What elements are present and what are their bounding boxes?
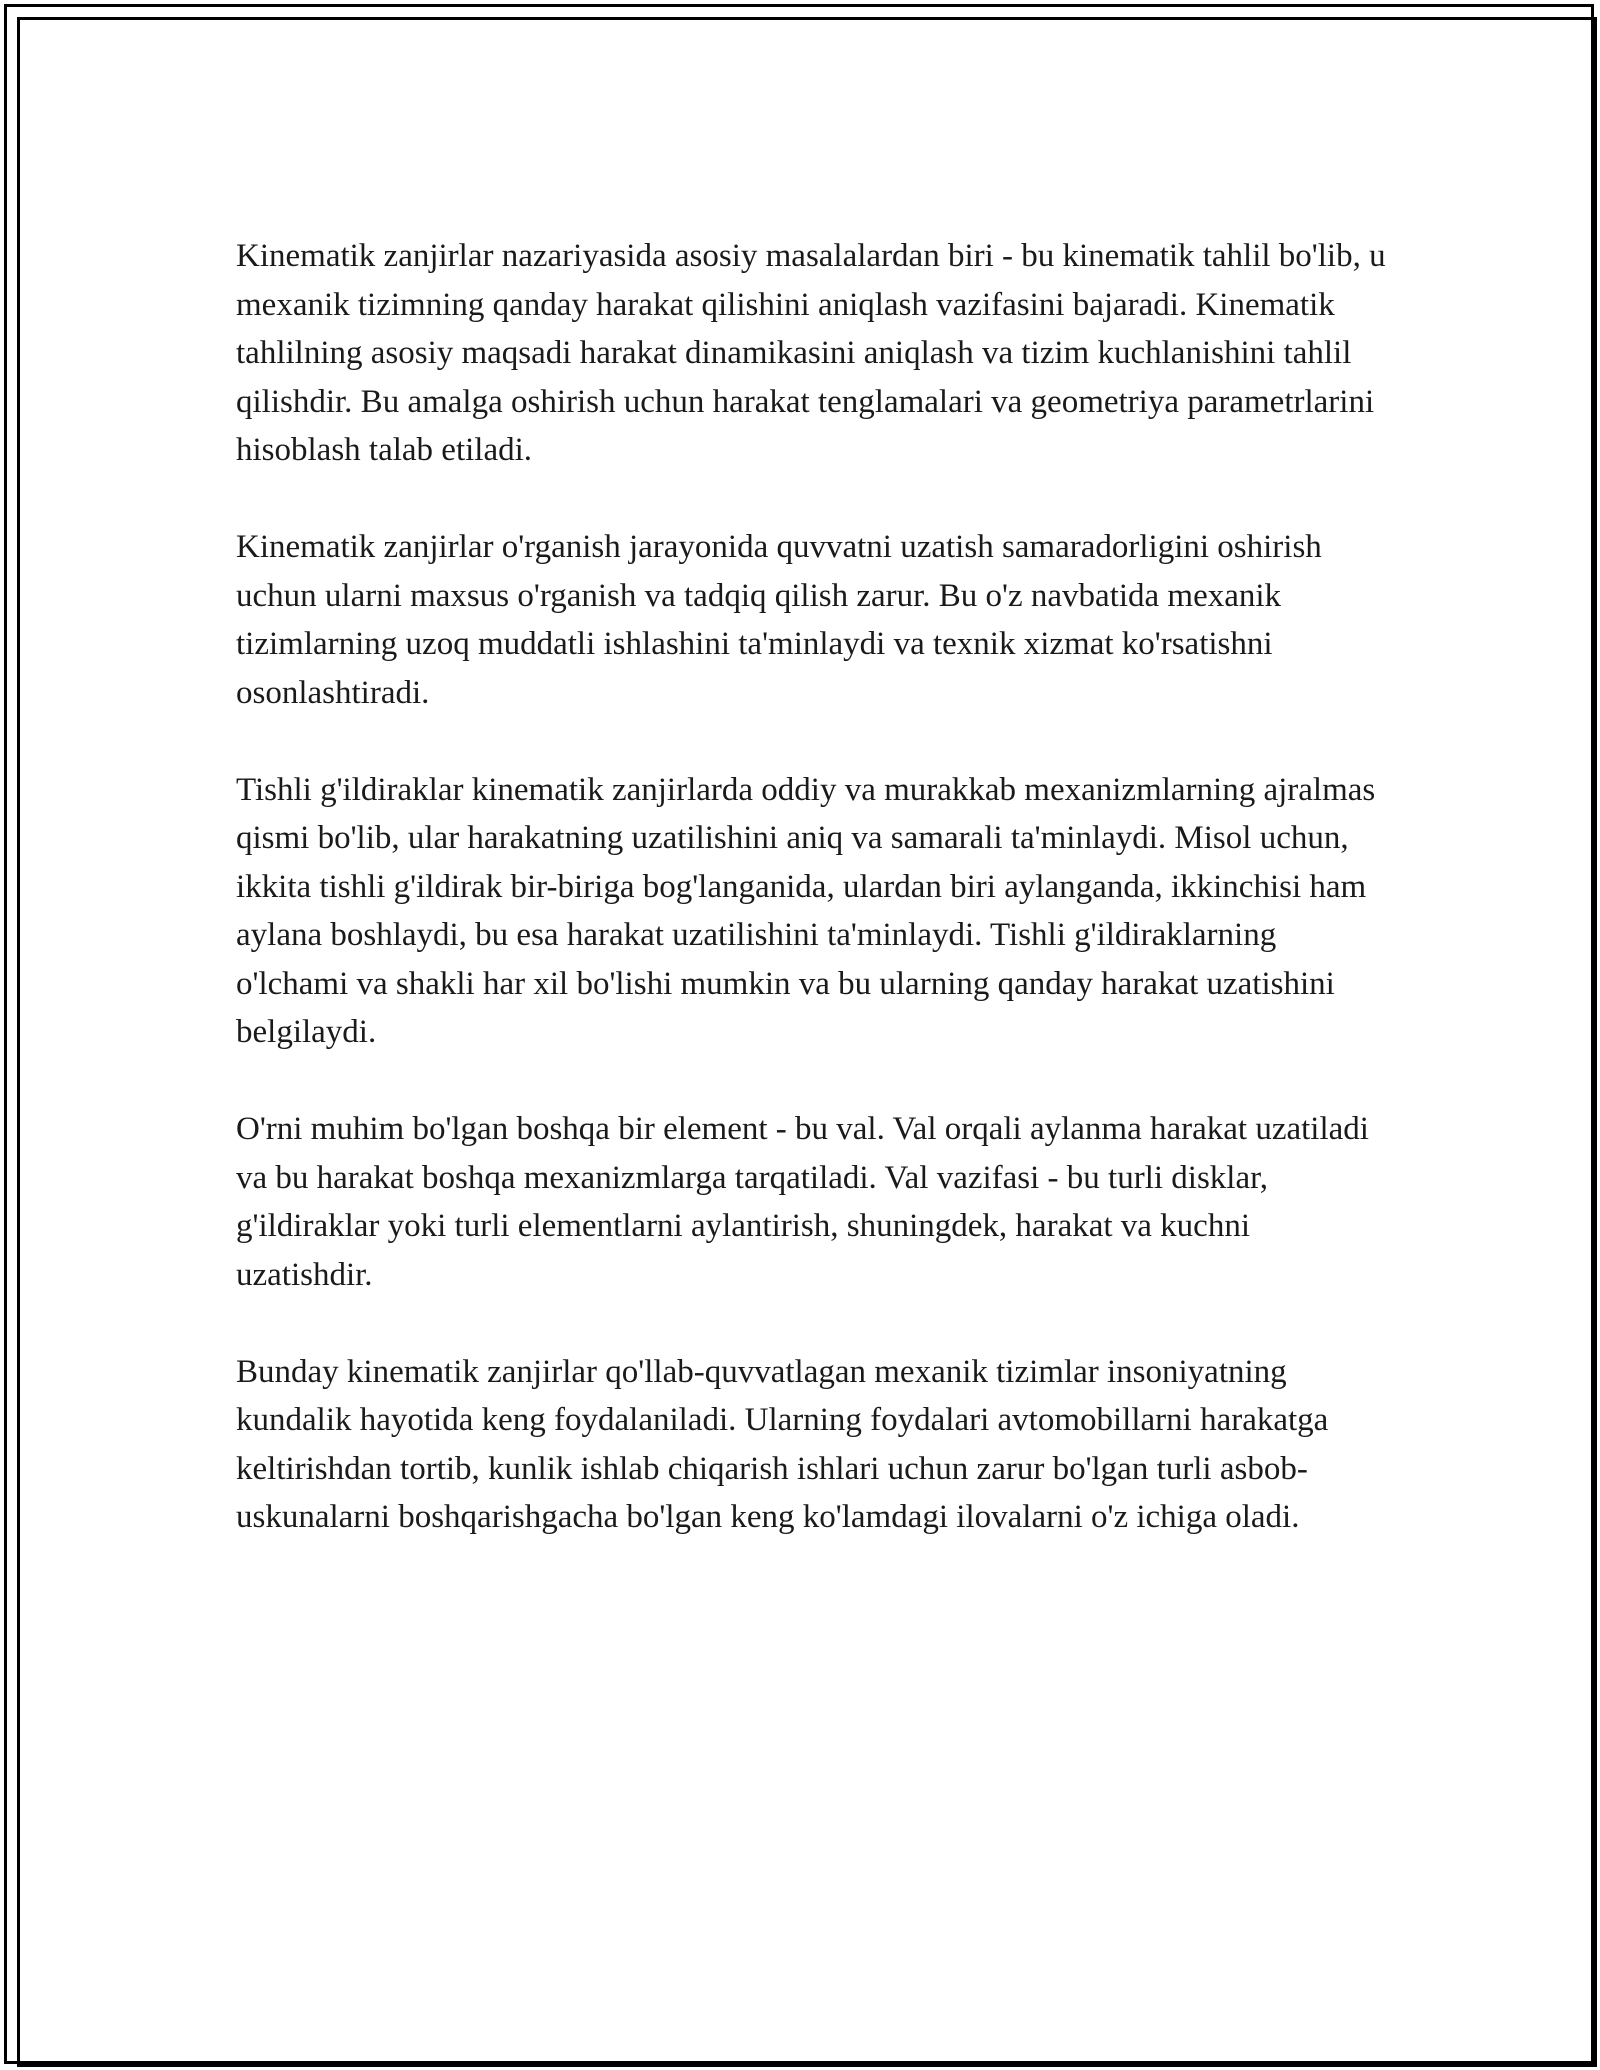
paragraph-power-transmission: Kinematik zanjirlar o'rganish jarayonida quvvatni uzatish samaradorligini oshirish uchun ularni maxsus o'rganish va tadqiq qilish zarur. Bu o'z navbatida mexanik tizimlarning uzoq muddatli ishlashini ta'minlaydi va texnik xizmat ko'rsatishni osonlashtiradi. [236, 529, 1322, 711]
paragraph-gear-wheels: Tishli g'ildiraklar kinematik zanjirlarda oddiy va murakkab mexanizmlarning ajralmas qismi bo'lib, ular harakatning uzatilishini aniq va samarali ta'minlaydi. Misol uchun, ikkita tishli g'ildirak bir-biriga bog'langanida, ulardan biri aylanganda, ikkinchisi ham aylana boshlaydi, bu esa harakat uzatilishini ta'minlaydi. Tishli g'ildiraklarning o'lchami va shakli har xil bo'lishi mumkin va bu ularning qanday harakat uzatishini belgilaydi. [236, 771, 1376, 1050]
paragraph-kinematic-analysis: Kinematik zanjirlar nazariyasida asosiy masalalardan biri - bu kinematik tahlil bo'lib, u mexanik tizimning qanday harakat qilishini aniqlash vazifasini bajaradi. Kinematik tahlilning asosiy maqsadi harakat dinamikasini aniqlash va tizim kuchlanishini tahlil qilishdir. Bu amalga oshirish uchun harakat tenglamalari va geometriya parametrlarini hisoblash talab etiladi. [236, 238, 1386, 468]
document-body [236, 232, 1386, 1590]
paragraph-shaft: O'rni muhim bo'lgan boshqa bir element - bu val. Val orqali aylanma harakat uzatiladi va bu harakat boshqa mexanizmlarga tarqatiladi. Val vazifasi - bu turli disklar, g'ildiraklar yoki turli elementlarni aylantirish, shuningdek, harakat va kuchni uzatishdir. [236, 1111, 1369, 1293]
paragraph-applications: Bunday kinematik zanjirlar qo'llab-quvvatlagan mexanik tizimlar insoniyatning kundalik hayotida keng foydalaniladi. Ularning foydalari avtomobillarni harakatga keltirishdan tortib, kunlik ishlab chiqarish ishlari uchun zarur bo'lgan turli asbob-uskunalarni boshqarishgacha bo'lgan keng ko'lamdagi ilovalarni o'z ichiga oladi. [236, 1353, 1329, 1535]
